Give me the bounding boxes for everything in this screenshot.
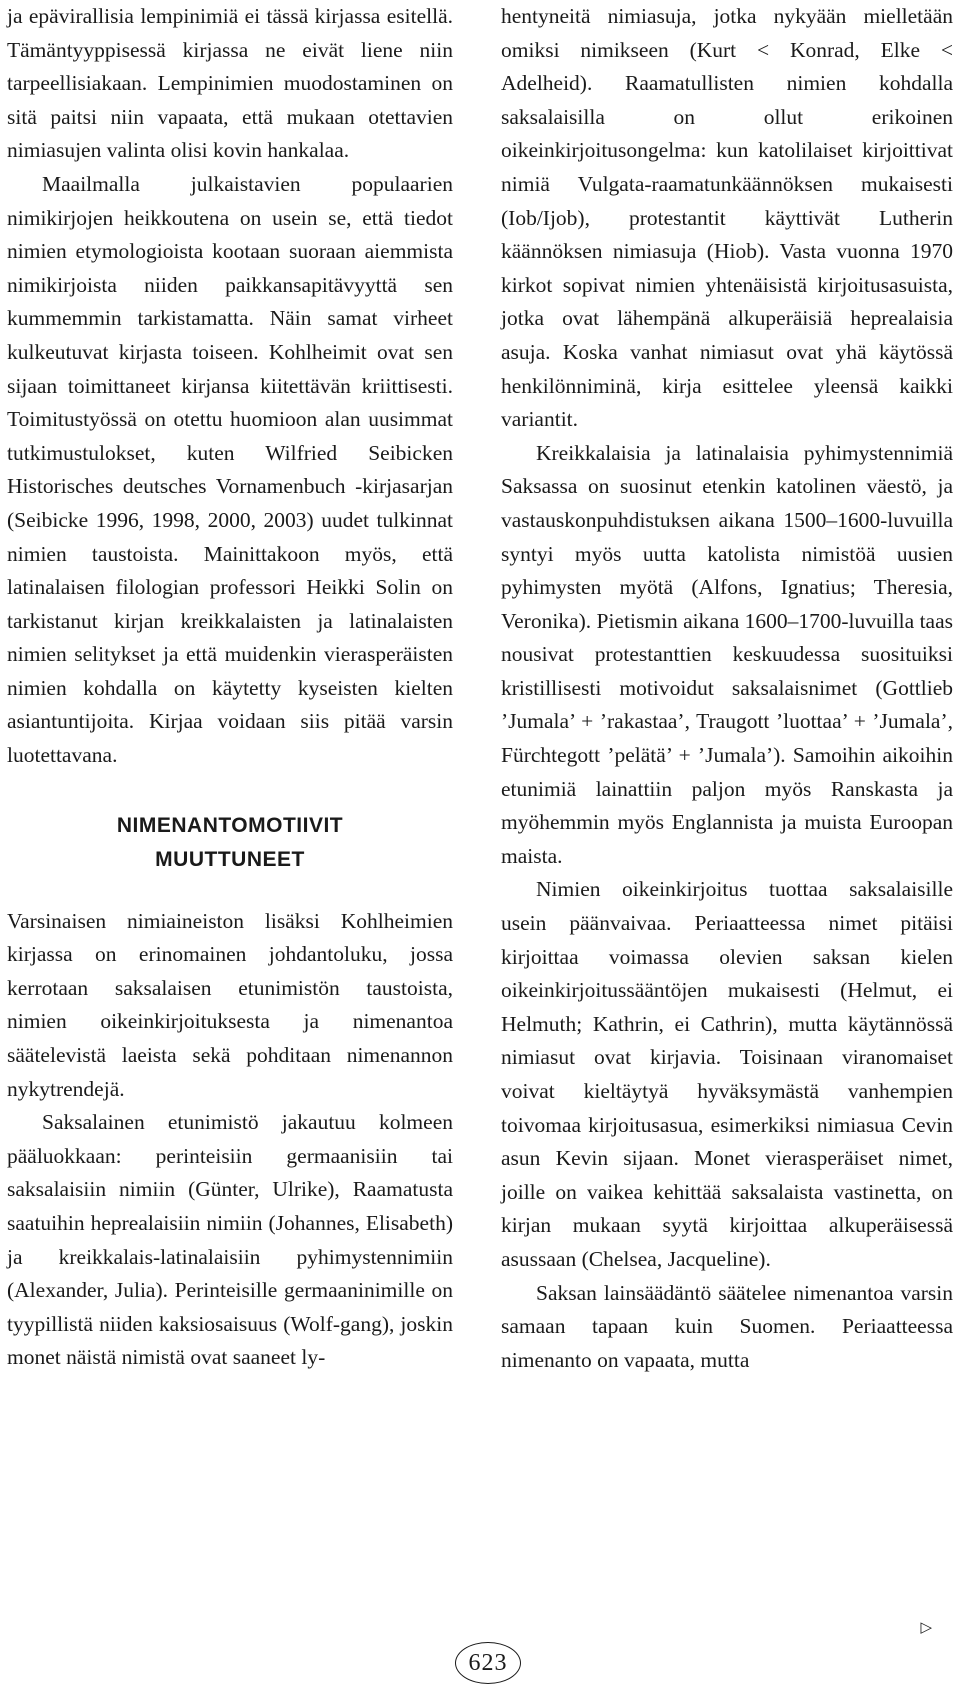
- left-column: [7, 0, 453, 1375]
- section-heading: [7, 809, 453, 877]
- paragraph-nicknames: ja epävirallisia lempinimiä ei tässä kirjassa esitellä. Tämäntyyppisessä kirjassa ne eivät liene niin tarpeellisiakaan. Lempinimien muodostaminen on sitä paitsi niin vapaata, että mukaan otettavien nimiasujen valinta olisi kovin hankalaa.: [7, 4, 453, 163]
- right-column: [501, 0, 953, 1377]
- section-heading-line-2: MUUTTUNEET: [155, 847, 305, 871]
- paragraph-saint-names: Kreikkalaisia ja latinalaisia pyhimystennimiä Saksassa on suosinut etenkin katolinen väestö, ja vastauskonpuhdistuksen aikana 1500–1600-luvuilla syntyi myös uutta katolista nimistöä uusien pyhimysten myötä (Alfons, Ignatius; Theresia, Veronika). Pietismin aikana 1600–1700-luvuilla taas nousivat protestanttien keskuudessa suosituiksi kristillisesti motivoidut saksalaisnimet (Gottlieb ’Jumala’ + ’rakastaa’, Traugott ’luottaa’ + ’Jumala’, Fürchtegott ’pelätä’ + ’Jumala’). Samoihin aikoihin etunimiä lainattiin paljon myös Ranskasta ja myöhemmin myös Englannista ja muista Euroopan maista.: [501, 440, 954, 868]
- paragraph-spelling: Nimien oikeinkirjoitus tuottaa saksalaisille usein päänvaivaa. Periaatteessa nimet pitäisi kirjoittaa voimassa olevien saksan kielen oikeinkirjoitussääntöjen mukaisesti (Helmut, ei Helmuth; Kathrin, ei Cathrin), mutta käytännössä nimiasut ovat kirjavia. Toisinaan viranomaiset voivat kieltäytyä hyväksymästä vanhempien toivomaa kirjoitusasua, esimerkiksi nimiasua Cevin asun Kevin sijaan. Monet vierasperäiset nimet, joille on vaikea kehittää saksalaista vastinetta, on kirjan mukaan syytä kirjoittaa alkuperäisessä asussaan (Chelsea, Jacqueline).: [501, 877, 953, 1271]
- continue-arrow-icon: ▷: [920, 1618, 932, 1636]
- paragraph-introduction-chapter: Varsinaisen nimiaineiston lisäksi Kohlheimien kirjassa on erinomainen johdantoluku, jossa kerrotaan saksalaisen etunimistön taustoista, nimien oikeinkirjoituksesta ja nimenantoa säätelevistä laeista sekä pohditaan nimenannon nykytrendejä.: [7, 908, 453, 1101]
- paragraph-legislation: Saksan lainsäädäntö säätelee nimenantoa varsin samaan tapaan kuin Suomen. Periaatteessa nimenanto on vapaata, mutta: [501, 1280, 953, 1372]
- paragraph-source-reliability: Maailmalla julkaistavien populaarien nimikirjojen heikkoutena on usein se, että tiedot nimien etymologioista kootaan suoraan aiemmista nimikirjoista niiden paikkansapitävyyttä sen kummemmin tarkistamatta. Näin samat virheet kulkeutuvat kirjasta toiseen. Kohlheimit ovat sen sijaan toimittaneet kirjansa kiitettävän kriittisesti. Toimitustyössä on otettu huomioon alan uusimmat tutkimustulokset, kuten Wilfried Seibicken Historisches deutsches Vornamenbuch -kirjasarjan (Seibicke 1996, 1998, 2000, 2003) uudet tulkinnat nimien taustoista. Mainittakoon myös, että latinalaisen filologian professori Heikki Solin on tarkistanut kirjan kreikkalaisten ja latinalaisten nimien selitykset ja että muidenkin vierasperäisten nimien kohdalla on käytetty kyseisten kielten asiantuntijoita. Kirjaa voidaan siis pitää varsin luotettavana.: [7, 171, 453, 768]
- paragraph-continued: hentyneitä nimiasuja, jotka nykyään mielletään omiksi nimikseen (Kurt < Konrad, Elke < Adelheid). Raamatullisten nimien kohdalla saksalaisilla on ollut erikoinen oikeinkirjoitusongelma: kun katolilaiset kirjoittivat nimiä Vulgata-raamatunkäännöksen mukaisesti (Iob/Ijob), protestantit käyttivät Lutherin käännöksen nimiasuja (Hiob). Vasta vuonna 1970 kirkot sopivat nimien yhtenäisistä kirjoitusasuista, jotka ovat lähempänä alkuperäisiä heprealaisia asuja. Koska vanhat nimiasut ovat yhä käytössä henkilönniminä, kirja esittelee yleensä kaikki variantit.: [501, 4, 953, 432]
- paragraph-name-categories: Saksalainen etunimistö jakautuu kolmeen pääluokkaan: perinteisiin germaanisiin tai saksalaisiin nimiin (Günter, Ulrike), Raamatusta saatuihin heprealaisiin nimiin (Johannes, Elisabeth) ja kreikkalais-latinalaisiin pyhimystennimiin (Alexander, Julia). Perinteisille germaaninimille on tyypillistä niiden kaksiosaisuus (Wolf-gang), joskin monet näistä nimistä ovat saaneet ly-: [7, 1110, 453, 1370]
- section-heading-line-1: NIMENANTOMOTIIVIT: [116, 813, 344, 837]
- page-number: 623: [455, 1642, 521, 1684]
